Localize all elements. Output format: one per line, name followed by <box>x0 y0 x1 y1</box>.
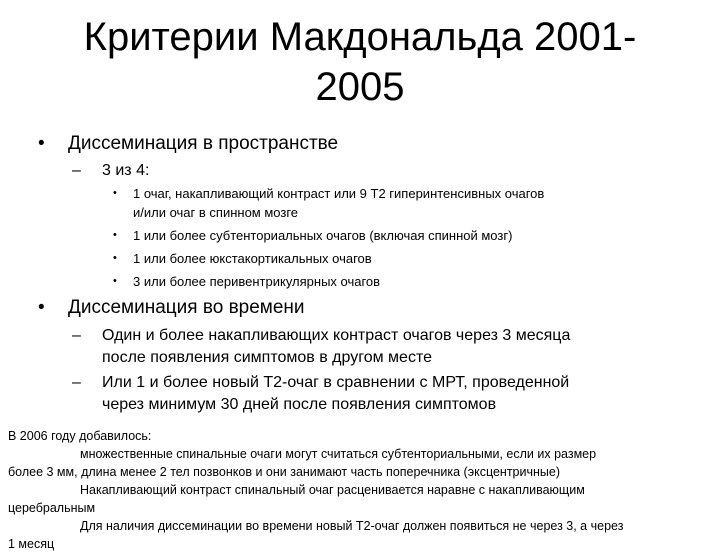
sub-bullet-3-of-4-label: 3 из 4: <box>102 162 150 179</box>
criterion-text: 3 или более перивентрикулярных очагов <box>133 274 381 289</box>
note-text: Для наличия диссеминации во времени новый Т2-очаг должен появиться не через 3, а через <box>80 519 624 533</box>
sub-bullet-text: после появления симптомов в другом месте <box>102 349 432 366</box>
criterion-text: 1 очаг, накапливающий контраст или 9 Т2 гиперинтенсивных очагов <box>133 186 545 201</box>
title-line-2: 2005 <box>315 65 405 109</box>
bullet-time-label: Диссеминация во времени <box>68 297 305 318</box>
note-text: более 3 мм, длина менее 2 тел позвонков и они занимают часть поперечника (эксцентричные) <box>8 465 560 479</box>
sub-bullet-text: Или 1 и более новый Т2-очаг в сравнении с МРТ, проведенной <box>102 374 570 391</box>
dash-marker: – <box>72 327 81 344</box>
bullet-marker: • <box>113 229 117 241</box>
addendum-note <box>8 427 718 553</box>
criterion-text: и/или очаг в спинном мозге <box>133 205 299 220</box>
note-heading: В 2006 году добавилось: <box>8 429 152 443</box>
note-text: 1 месяц <box>8 537 55 551</box>
note-text: множественные спинальные очаги могут считаться субтенториальными, если их размер <box>80 447 597 461</box>
title-line-1: Критерии Макдональда 2001- <box>83 15 637 59</box>
note-text: Накапливающий контраст спинальный очаг расценивается наравне с накапливающим <box>80 483 585 497</box>
sub-bullet-text: Один и более накапливающих контраст очагов через 3 месяца <box>102 327 571 344</box>
bullet-marker: • <box>113 187 117 199</box>
dash-marker: – <box>72 374 81 391</box>
bullet-marker: • <box>38 133 45 154</box>
bullet-marker: • <box>113 275 117 287</box>
slide-title <box>60 12 660 112</box>
criterion-text: 1 или более юкстакортикальных очагов <box>133 251 372 266</box>
note-text: церебральным <box>8 501 96 515</box>
criterion-text: 1 или более субтенториальных очагов (включая спинной мозг) <box>133 228 513 243</box>
bullet-marker: • <box>113 252 117 264</box>
dash-marker: – <box>72 162 81 179</box>
bullet-space-label: Диссеминация в пространстве <box>68 133 339 154</box>
bullet-marker: • <box>38 297 45 318</box>
sub-bullet-text: через минимум 30 дней после появления симптомов <box>102 396 497 413</box>
